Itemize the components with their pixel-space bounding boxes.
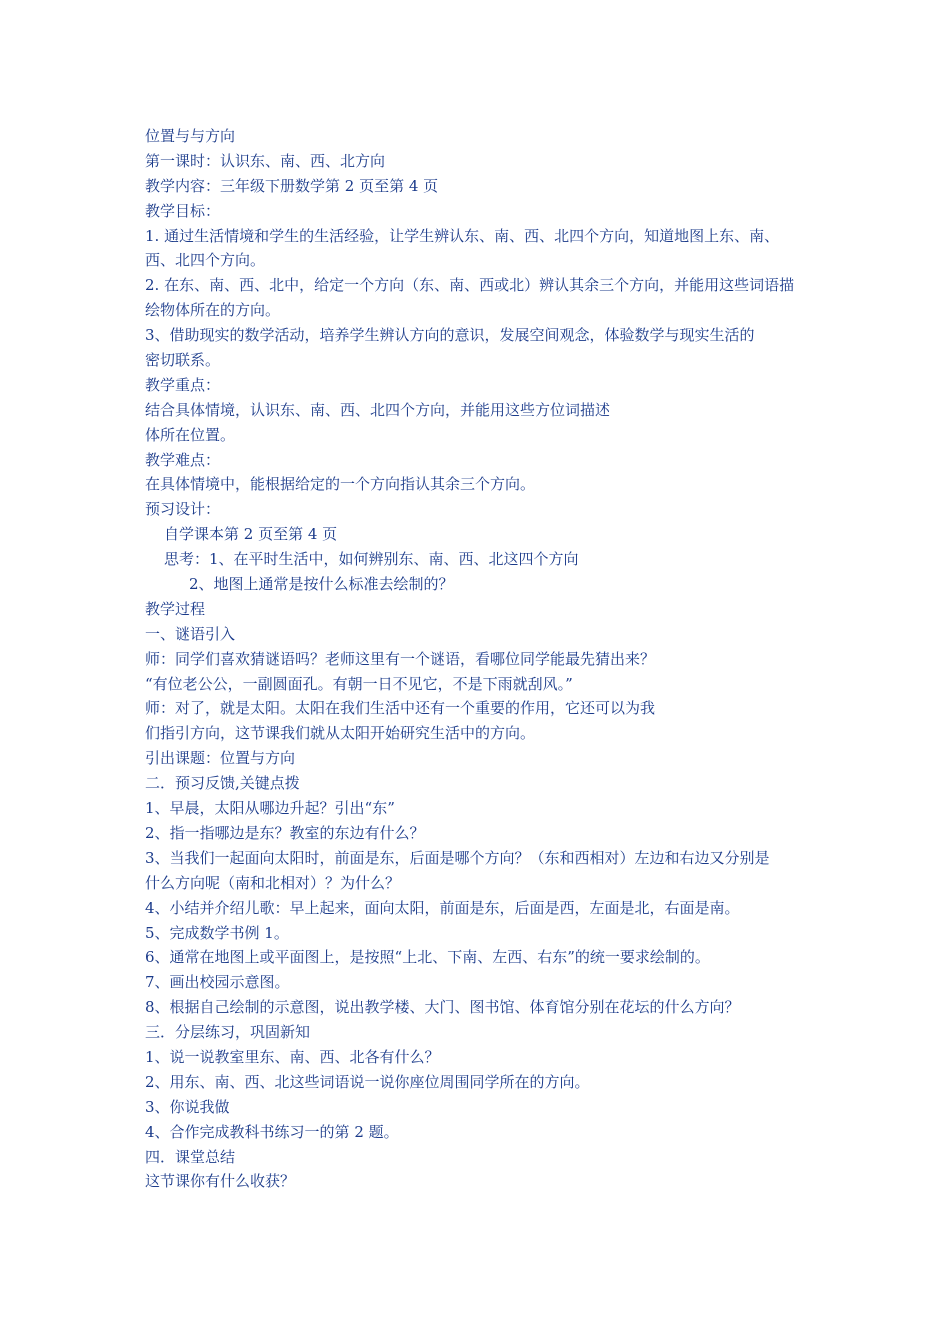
- text-line: 1、说一说教室里东、南、西、北各有什么？: [145, 1047, 440, 1066]
- text-line: 8、根据自己绘制的示意图，说出教学楼、大门、图书馆、体育馆分别在花坛的什么方向？: [145, 998, 740, 1017]
- text-line: 1. 通过生活情境和学生的生活经验，让学生辨认东、南、西、北四个方向，知道地图上东、南、: [145, 226, 780, 245]
- text-line: 自学课本第 2 页至第 4 页: [164, 525, 338, 544]
- text-line: 思考：1、在平时生活中，如何辨别东、南、西、北这四个方向: [164, 550, 579, 569]
- text-line: 3、当我们一起面向太阳时，前面是东，后面是哪个方向？（东和西相对）左边和右边又分别是: [145, 848, 770, 867]
- text-line: “有位老公公，一副圆面孔。有朝一日不见它，不是下雨就刮风。”: [145, 674, 573, 693]
- text-line: 密切联系。: [145, 351, 221, 370]
- text-line: 教学目标：: [145, 201, 221, 220]
- text-line: 7、画出校园示意图。: [145, 973, 290, 992]
- text-line: 教学难点：: [145, 450, 221, 469]
- text-line: 体所在位置。: [145, 425, 236, 444]
- text-line: 3、借助现实的数学活动，培养学生辨认方向的意识，发展空间观念，体验数学与现实生活的: [145, 326, 755, 345]
- text-line: 一、谜语引入: [145, 624, 236, 643]
- text-line: 三．分层练习，巩固新知: [145, 1023, 311, 1042]
- text-line: 们指引方向，这节课我们就从太阳开始研究生活中的方向。: [145, 724, 536, 743]
- text-line: 4、小结并介绍儿歌：早上起来，面向太阳，前面是东，后面是西，左面是北，右面是南。: [145, 898, 740, 917]
- text-line: 在具体情境中，能根据给定的一个方向指认其余三个方向。: [145, 475, 536, 494]
- text-line: 2、指一指哪边是东？教室的东边有什么？: [145, 823, 425, 842]
- text-line: 绘物体所在的方向。: [145, 301, 281, 320]
- text-line: 什么方向呢（南和北相对）？为什么？: [145, 873, 401, 892]
- text-line: 1、早晨，太阳从哪边升起？引出“东”: [145, 799, 395, 818]
- text-line: 四．课堂总结: [145, 1147, 236, 1166]
- text-line: 2. 在东、南、西、北中，给定一个方向（东、南、西或北）辨认其余三个方向，并能用这些词语描: [145, 276, 795, 295]
- text-line: 6、通常在地图上或平面图上，是按照“上北、下南、左西、右东”的统一要求绘制的。: [145, 948, 710, 967]
- text-line: 师：同学们喜欢猜谜语吗？老师这里有一个谜语，看哪位同学能最先猜出来？: [145, 649, 656, 668]
- text-line: 二．预习反馈,关键点拨: [145, 774, 300, 793]
- text-line: 第一课时：认识东、南、西、北方向: [145, 151, 386, 170]
- text-line: 教学重点：: [145, 375, 221, 394]
- text-line: 预习设计：: [145, 500, 221, 519]
- text-line: 2、用东、南、西、北这些词语说一说你座位周围同学所在的方向。: [145, 1072, 590, 1091]
- text-line: 结合具体情境，认识东、南、西、北四个方向，并能用这些方位词描述: [145, 400, 611, 419]
- text-line: 西、北四个方向。: [145, 251, 266, 270]
- text-line: 3、你说我做: [145, 1097, 230, 1116]
- document-page: [145, 124, 815, 1194]
- text-line: 位置与与方向: [145, 127, 236, 145]
- text-line: 师：对了，就是太阳。太阳在我们生活中还有一个重要的作用，它还可以为我: [145, 699, 656, 718]
- text-line: 5、完成数学书例 1。: [145, 923, 289, 942]
- text-line: 2、地图上通常是按什么标准去绘制的？: [189, 575, 454, 594]
- text-line: 教学过程: [145, 599, 206, 618]
- text-line: 教学内容：三年级下册数学第 2 页至第 4 页: [145, 176, 439, 195]
- text-line: 这节课你有什么收获？: [145, 1172, 296, 1191]
- text-line: 4、合作完成教科书练习一的第 2 题。: [145, 1122, 399, 1141]
- text-line: 引出课题：位置与方向: [145, 749, 296, 768]
